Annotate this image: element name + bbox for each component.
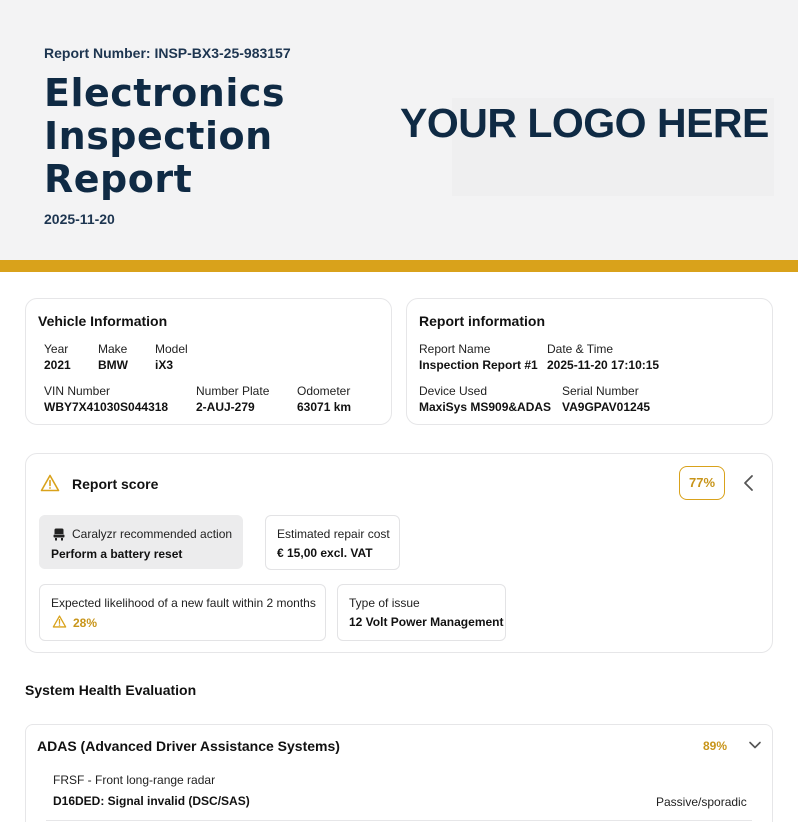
- recommended-action-tile: [39, 515, 243, 569]
- model-label: Model: [155, 342, 188, 356]
- report-score-title: Report score: [72, 476, 159, 492]
- report-date: 2025-11-20: [44, 211, 115, 227]
- serial-value: VA9GPAV01245: [562, 400, 651, 414]
- plate-label: Number Plate: [196, 384, 270, 398]
- system-name: ADAS (Advanced Driver Assistance Systems): [37, 738, 340, 754]
- report-info-card: [406, 298, 773, 425]
- report-name-label: Report Name: [419, 342, 491, 356]
- car-seat-icon: [52, 527, 66, 541]
- issue-type-label: Type of issue: [349, 596, 420, 610]
- vehicle-info-card: [25, 298, 392, 425]
- fault-status: Passive/sporadic: [656, 795, 747, 809]
- recommended-action-value: Perform a battery reset: [51, 547, 183, 561]
- fault-code: D16DED: Signal invalid (DSC/SAS): [53, 794, 250, 808]
- system-percent: 89%: [703, 739, 728, 753]
- model-value: iX3: [155, 358, 174, 372]
- plate-value: 2-AUJ-279: [196, 400, 255, 414]
- odometer-value: 63071 km: [297, 400, 352, 414]
- system-health-title: System Health Evaluation: [25, 682, 197, 698]
- year-value: 2021: [44, 358, 71, 372]
- vin-value: WBY7X41030S044318: [44, 400, 169, 414]
- datetime-label: Date & Time: [547, 342, 614, 356]
- issue-type-tile: [337, 584, 506, 641]
- accent-divider: [0, 260, 798, 272]
- page-title: Electronics Inspection Report: [44, 71, 286, 201]
- vin-label: VIN Number: [44, 384, 111, 398]
- report-number: Report Number: INSP-BX3-25-983157: [44, 45, 291, 61]
- report-score-card: [25, 453, 773, 653]
- make-label: Make: [98, 342, 128, 356]
- fault-likelihood-label: Expected likelihood of a new fault within 2 months: [51, 596, 316, 610]
- issue-type-value: 12 Volt Power Management: [349, 615, 504, 629]
- device-label: Device Used: [419, 384, 488, 398]
- make-value: BMW: [98, 358, 128, 372]
- report-info-title: Report information: [419, 313, 545, 329]
- warning-small-icon: [52, 615, 67, 628]
- device-value: MaxiSys MS909&ADAS: [419, 400, 552, 414]
- fault-likelihood-tile: [39, 584, 326, 641]
- vehicle-info-title: Vehicle Information: [38, 313, 168, 329]
- warning-triangle-icon: [40, 474, 60, 492]
- chevron-left-icon[interactable]: [741, 474, 757, 492]
- repair-cost-value: € 15,00 excl. VAT: [277, 546, 373, 560]
- serial-label: Serial Number: [562, 384, 639, 398]
- report-header: [0, 0, 798, 260]
- year-label: Year: [44, 342, 69, 356]
- fault-likelihood-value: 28%: [73, 616, 98, 630]
- logo-placeholder-text: YOUR LOGO HERE: [400, 100, 769, 146]
- odometer-label: Odometer: [297, 384, 351, 398]
- report-name-value: Inspection Report #1: [419, 358, 538, 372]
- repair-cost-tile: [265, 515, 400, 570]
- recommended-action-label: Caralyzr recommended action: [72, 527, 233, 541]
- system-accordion-adas[interactable]: [25, 724, 773, 822]
- datetime-value: 2025-11-20 17:10:15: [547, 358, 660, 372]
- score-badge: 77%: [679, 466, 725, 500]
- module-name: FRSF - Front long-range radar: [53, 773, 216, 787]
- repair-cost-label: Estimated repair cost: [277, 527, 390, 541]
- chevron-down-icon[interactable]: [748, 739, 762, 751]
- row-divider: [46, 820, 752, 821]
